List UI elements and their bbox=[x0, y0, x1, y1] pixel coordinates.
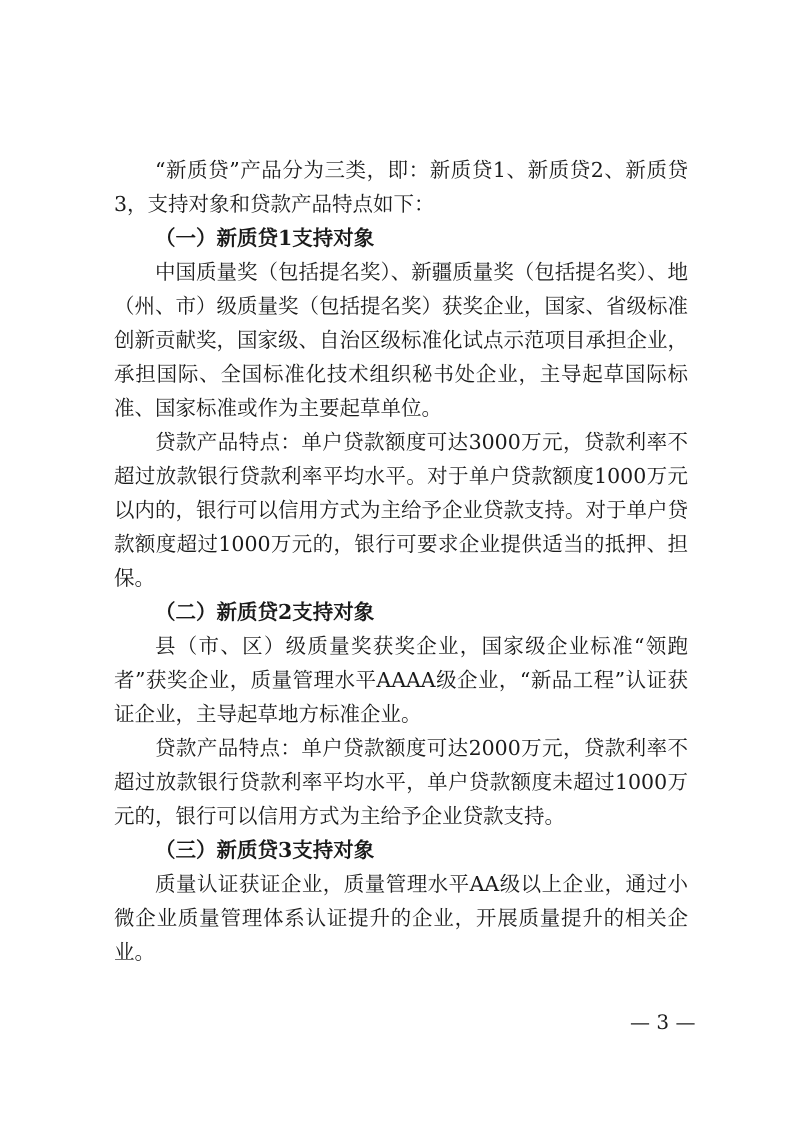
section-1-features-paragraph: 贷款产品特点：单户贷款额度可达3000万元，贷款利率不超过放款银行贷款利率平均水平。对于单户贷款额度1000万元以内的，银行可以信用方式为主给予企业贷款支持。对于单户贷款额度超过1000万元的，银行可要求企业提供适当的抵押、担保。 bbox=[114, 430, 688, 590]
section-3-heading: （三）新质贷3支持对象 bbox=[155, 838, 375, 862]
section-2-target-paragraph: 县（市、区）级质量奖获奖企业，国家级企业标准“领跑者”获奖企业，质量管理水平AAAA级企业，“新品工程”认证获证企业，主导起草地方标准企业。 bbox=[114, 634, 688, 726]
section-1-heading: （一）新质贷1支持对象 bbox=[155, 226, 375, 250]
intro-paragraph: “新质贷”产品分为三类，即：新质贷1、新质贷2、新质贷3，支持对象和贷款产品特点如下： bbox=[114, 158, 688, 216]
section-1-target-paragraph: 中国质量奖（包括提名奖）、新疆质量奖（包括提名奖）、地（州、市）级质量奖（包括提名奖）获奖企业，国家、省级标准创新贡献奖，国家级、自治区级标准化试点示范项目承担企业，承担国际、全国标准化技术组织秘书处企业，主导起草国际标准、国家标准或作为主要起草单位。 bbox=[114, 260, 688, 420]
section-3-target-paragraph: 质量认证获证企业，质量管理水平AA级以上企业，通过小微企业质量管理体系认证提升的企业，开展质量提升的相关企业。 bbox=[114, 872, 688, 964]
section-2-heading: （二）新质贷2支持对象 bbox=[155, 600, 375, 624]
section-2-features-paragraph: 贷款产品特点：单户贷款额度可达2000万元，贷款利率不超过放款银行贷款利率平均水平，单户贷款额度未超过1000万元的，银行可以信用方式为主给予企业贷款支持。 bbox=[114, 736, 688, 828]
document-body bbox=[114, 153, 688, 969]
page-number: — 3 — bbox=[630, 1010, 696, 1034]
